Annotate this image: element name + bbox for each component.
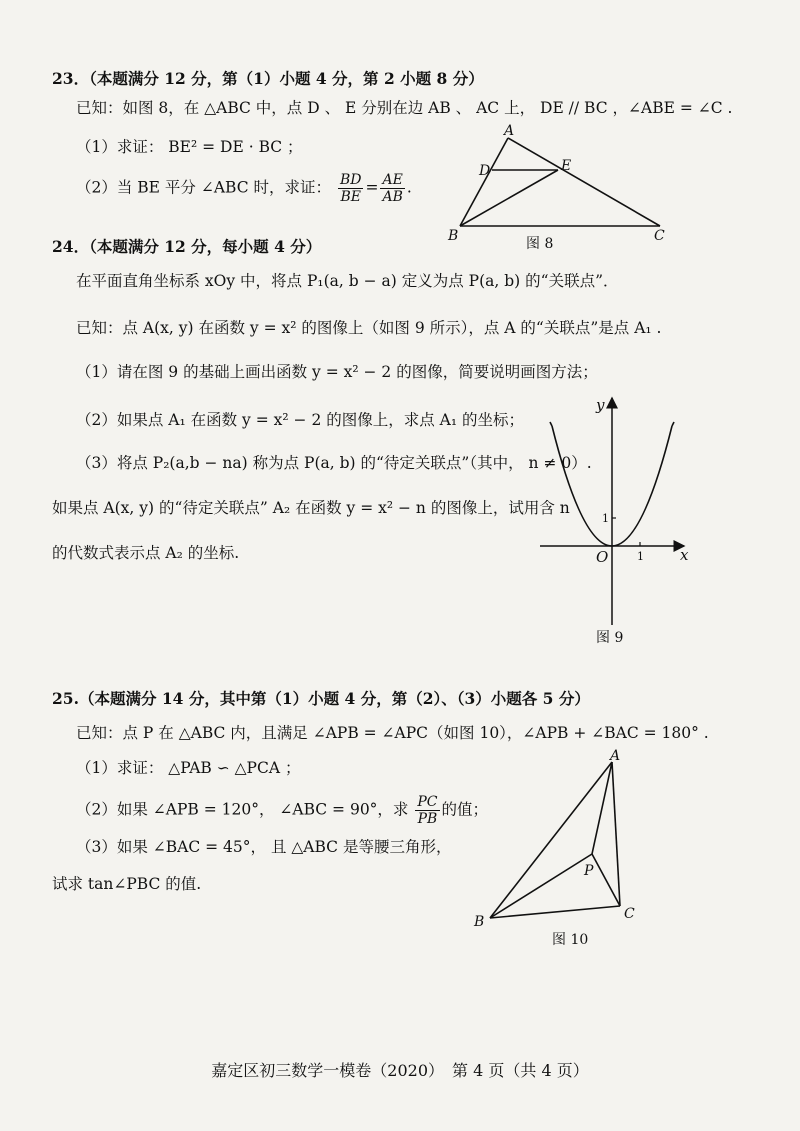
q23-given: 已知：如图 8，在 △ABC 中，点 D 、 E 分别在边 AB 、 AC 上， DE // BC ，∠ABE = ∠C . <box>76 99 733 117</box>
fig8-label-a: A <box>504 123 515 139</box>
q24-figure-9 <box>540 390 700 650</box>
q23-part2-prefix: （2）当 BE 平分 ∠ABC 时，求证： <box>76 178 331 197</box>
page-footer: 嘉定区初三数学一模卷（2020） 第 4 页（共 4 页） <box>211 1061 589 1080</box>
fig10-label-c: C <box>624 906 635 922</box>
q25-part2-suffix: 的值； <box>441 800 489 819</box>
q24-part2: （2）如果点 A₁ 在函数 y = x² − 2 的图像上，求点 A₁ 的坐标； <box>76 411 524 429</box>
fig10-label-p: P <box>584 863 594 879</box>
q25-fraction-pc-pb <box>415 794 439 827</box>
q23-frac-eq: = <box>365 178 379 197</box>
q23-fraction-ae-ab <box>380 172 404 205</box>
q23-part2-suffix: . <box>406 178 412 197</box>
q24-given: 已知：点 A(x, y) 在函数 y = x² 的图像上（如图 9 所示），点 A 的“关联点”是点 A₁ . <box>76 319 662 337</box>
q23-part1: （1）求证： BE² = DE · BC ； <box>76 138 303 156</box>
q23-frac2-num: AE <box>380 172 404 189</box>
q25-part2 <box>76 794 488 827</box>
fig9-tick-y: 1 <box>602 512 609 525</box>
q23-part2 <box>76 172 412 205</box>
q25-part3: （3）如果 ∠BAC = 45°， 且 △ABC 是等腰三角形， <box>76 838 452 856</box>
q24-part3-cont1: 如果点 A(x, y) 的“待定关联点” A₂ 在函数 y = x² − n 的图像上，试用含 n <box>52 499 570 517</box>
fig9-y-label: y <box>596 396 605 414</box>
fig8-label-b: B <box>448 228 459 244</box>
q25-figure-10 <box>460 740 660 960</box>
q24-intro: 在平面直角坐标系 xOy 中，将点 P₁(a, b − a) 定义为点 P(a, b) 的“关联点”． <box>76 272 619 290</box>
q23-header: 23．（本题满分 12 分，第（1）小题 4 分，第 2 小题 8 分） <box>52 69 484 88</box>
fig9-origin-label: O <box>596 548 609 566</box>
fig10-caption: 图 10 <box>552 932 589 948</box>
q23-fraction-bd-be <box>338 172 364 205</box>
q24-header: 24．（本题满分 12 分，每小题 4 分） <box>52 237 322 256</box>
fig9-tick-x: 1 <box>637 550 644 563</box>
fig9-caption: 图 9 <box>596 630 624 646</box>
q25-given: 已知：点 P 在 △ABC 内，且满足 ∠APB = ∠APC（如图 10），∠APB + ∠BAC = 180° . <box>76 724 709 742</box>
q25-part2-prefix: （2）如果 ∠APB = 120°， ∠ABC = 90°，求 <box>76 800 409 819</box>
fig9-x-label: x <box>680 546 689 564</box>
q23-frac2-den: AB <box>382 189 403 205</box>
fig8-caption: 图 8 <box>526 236 554 252</box>
fig10-label-a: A <box>610 748 621 764</box>
fig10-label-b: B <box>474 914 485 930</box>
q25-part3-cont: 试求 tan∠PBC 的值. <box>52 875 202 893</box>
q25-part1: （1）求证： △PAB ∽ △PCA ； <box>76 759 301 777</box>
q25-frac-den: PB <box>417 811 438 827</box>
q23-frac1-num: BD <box>339 172 362 188</box>
fig8-label-e: E <box>561 158 572 174</box>
q23-figure-8 <box>440 120 680 260</box>
q24-part3: （3）将点 P₂(a,b − na) 称为点 P(a, b) 的“待定关联点”（其中， n ≠ 0）. <box>76 454 592 472</box>
fig8-label-c: C <box>654 228 665 244</box>
fig8-label-d: D <box>479 163 491 179</box>
q25-header: 25.（本题满分 14 分，其中第（1）小题 4 分，第（2）、（3）小题各 5 分） <box>52 689 590 708</box>
q25-frac-num: PC <box>417 794 438 810</box>
q24-part3-cont2: 的代数式表示点 A₂ 的坐标. <box>52 544 240 562</box>
q23-frac1-den: BE <box>340 189 361 205</box>
q24-part1: （1）请在图 9 的基础上画出函数 y = x² − 2 的图像，简要说明画图方法； <box>76 363 598 381</box>
